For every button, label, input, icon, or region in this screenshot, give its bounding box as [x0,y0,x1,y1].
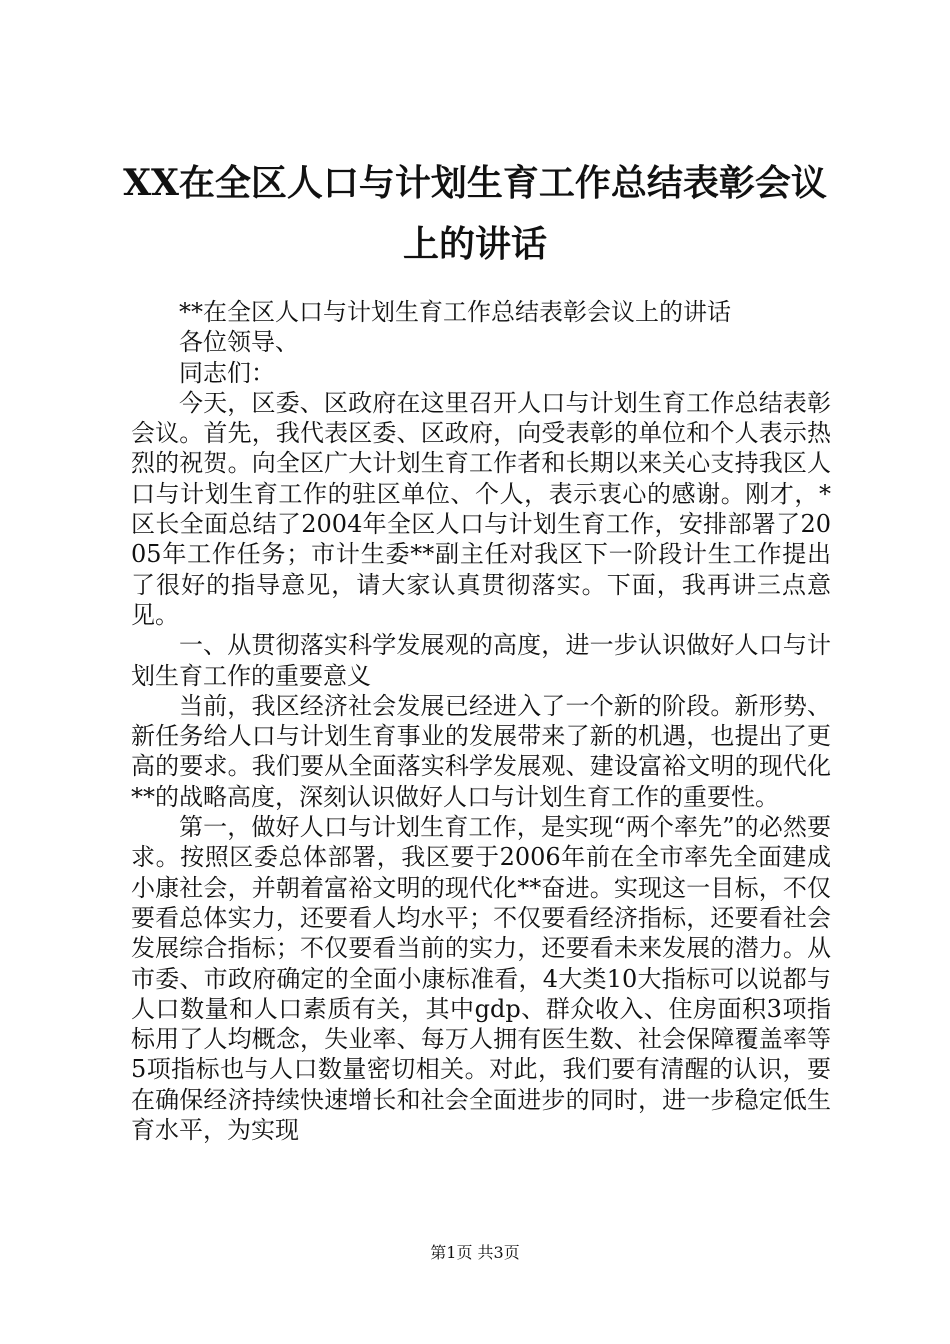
salutation-line-1: 各位领导、 [179,328,299,357]
salutation-line-2: 同志们： [179,358,275,387]
paragraph-context: 当前，我区经济社会发展已经进入了一个新的阶段。新形势、新任务给人口与计划生育事业的发展带来了新的机遇，也提出了更高的要求。我们要从全面落实科学发展观、建设富裕文明的现代化**的战略高度，深刻认识做好人口与计划生育工作的重要性。 [131,691,831,811]
paragraph-point-1: 第一，做好人口与计划生育工作，是实现“两个率先”的必然要求。按照区委总体部署，我区要于2006年前在全市率先全面建成小康社会，并朝着富裕文明的现代化**奋进。实现这一目标，不仅要看总体实力，还要看人均水平；不仅要看经济指标，还要看社会发展综合指标；不仅要看当前的实力，还要看未来发展的潜力。从市委、市政府确定的全面小康标准看，4大类10大指标可以说都与人口数量和人口素质有关，其中gdp、群众收入、住房面积3项指标用了人均概念，失业率、每万人拥有医生数、社会保障覆盖率等5项指标也与人口数量密切相关。对此，我们要有清醒的认识，要在确保经济持续快速增长和社会全面进步的同时，进一步稳定低生育水平，为实现 [131,813,831,1145]
speech-heading: **在全区人口与计划生育工作总结表彰会议上的讲话 [179,298,731,326]
document-title-line-2: 上的讲话 [402,223,547,265]
page-footer: 第1页 共3页 [430,1243,520,1262]
paragraph-opening: 今天，区委、区政府在这里召开人口与计划生育工作总结表彰会议。首先，我代表区委、区政府，向受表彰的单位和个人表示热烈的祝贺。向全区广大计划生育工作者和长期以来关心支持我区人口与计划生育工作的驻区单位、个人，表示衷心的感谢。刚才，*区长全面总结了2004年全区人口与计划生育工作，安排部署了2005年工作任务；市计生委**副主任对我区下一阶段计生工作提出了很好的指导意见，请大家认真贯彻落实。下面，我再讲三点意见。 [131,388,831,629]
document-title-line-1: XX在全区人口与计划生育工作总结表彰会议 [123,162,827,204]
document-body [131,297,831,1145]
section-heading-1: 一、从贯彻落实科学发展观的高度，进一步认识做好人口与计划生育工作的重要意义 [131,631,831,690]
